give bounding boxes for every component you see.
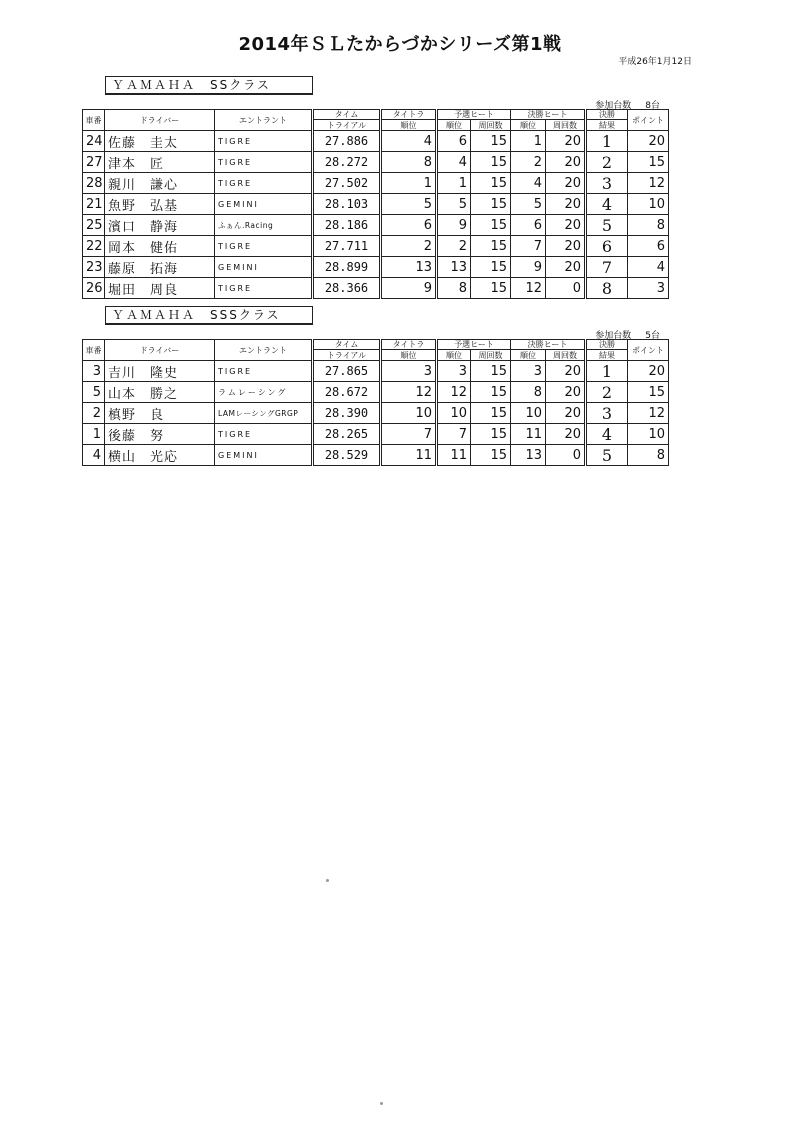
final-laps: 20 bbox=[546, 236, 586, 257]
heat-laps: 15 bbox=[471, 445, 511, 466]
time-trial: 28.103 bbox=[313, 194, 381, 215]
driver-name: 親川 謙心 bbox=[105, 173, 215, 194]
final-rank: 9 bbox=[511, 257, 546, 278]
time-trial: 27.502 bbox=[313, 173, 381, 194]
final-laps: 20 bbox=[546, 194, 586, 215]
car-number: 5 bbox=[83, 382, 105, 403]
heat-laps: 15 bbox=[471, 424, 511, 445]
header-trial: トライアル bbox=[313, 120, 381, 131]
final-rank: 5 bbox=[511, 194, 546, 215]
final-result: 5 bbox=[586, 215, 628, 236]
header-time: タイム bbox=[313, 340, 381, 350]
final-result: 4 bbox=[586, 424, 628, 445]
driver-name: 横山 光応 bbox=[105, 445, 215, 466]
header-car: 車番 bbox=[83, 340, 105, 361]
entrant-name: TIGRE bbox=[215, 361, 313, 382]
page-title: 2014年ＳＬたからづかシリーズ第1戦 bbox=[238, 34, 562, 55]
scan-speck bbox=[380, 1102, 383, 1105]
entrant-name: GEMINI bbox=[215, 257, 313, 278]
time-trial: 28.529 bbox=[313, 445, 381, 466]
header-car: 車番 bbox=[83, 110, 105, 131]
car-number: 25 bbox=[83, 215, 105, 236]
header-entrant: エントラント bbox=[215, 110, 313, 131]
table-row bbox=[83, 194, 669, 215]
time-trial: 27.711 bbox=[313, 236, 381, 257]
car-number: 4 bbox=[83, 445, 105, 466]
final-laps: 20 bbox=[546, 403, 586, 424]
car-number: 2 bbox=[83, 403, 105, 424]
header-row bbox=[83, 340, 669, 350]
results-table bbox=[82, 339, 669, 466]
driver-name: 山本 勝之 bbox=[105, 382, 215, 403]
table-row bbox=[83, 424, 669, 445]
heat-laps: 15 bbox=[471, 215, 511, 236]
header-points: ポイント bbox=[628, 110, 669, 131]
driver-name: 後藤 努 bbox=[105, 424, 215, 445]
tt-rank: 3 bbox=[381, 361, 437, 382]
points: 8 bbox=[628, 445, 669, 466]
car-number: 26 bbox=[83, 278, 105, 299]
points: 3 bbox=[628, 278, 669, 299]
points: 4 bbox=[628, 257, 669, 278]
header-result-top: 決勝 bbox=[586, 110, 628, 120]
count-value: 8台 bbox=[645, 101, 660, 111]
table-row bbox=[83, 131, 669, 152]
driver-name: 濱口 静海 bbox=[105, 215, 215, 236]
header-result-bottom: 結果 bbox=[586, 120, 628, 131]
header-final: 決勝ヒート bbox=[511, 340, 586, 350]
final-result: 2 bbox=[586, 382, 628, 403]
heat-laps: 15 bbox=[471, 173, 511, 194]
final-laps: 20 bbox=[546, 131, 586, 152]
tt-rank: 2 bbox=[381, 236, 437, 257]
heat-rank: 9 bbox=[437, 215, 471, 236]
tt-rank: 1 bbox=[381, 173, 437, 194]
results-table bbox=[82, 109, 669, 299]
time-trial: 28.186 bbox=[313, 215, 381, 236]
driver-name: 魚野 弘基 bbox=[105, 194, 215, 215]
header-driver: ドライバー bbox=[105, 110, 215, 131]
car-number: 24 bbox=[83, 131, 105, 152]
tt-rank: 11 bbox=[381, 445, 437, 466]
final-laps: 0 bbox=[546, 445, 586, 466]
tt-rank: 10 bbox=[381, 403, 437, 424]
header-final-laps: 周回数 bbox=[546, 350, 586, 361]
driver-name: 佐藤 圭太 bbox=[105, 131, 215, 152]
final-result: 6 bbox=[586, 236, 628, 257]
header-row bbox=[83, 110, 669, 120]
header-result-top: 決勝 bbox=[586, 340, 628, 350]
car-number: 1 bbox=[83, 424, 105, 445]
header-heat-laps: 周回数 bbox=[471, 350, 511, 361]
entrant-name: TIGRE bbox=[215, 152, 313, 173]
final-result: 1 bbox=[586, 131, 628, 152]
heat-rank: 4 bbox=[437, 152, 471, 173]
scan-speck bbox=[326, 879, 329, 882]
tt-rank: 6 bbox=[381, 215, 437, 236]
table-row bbox=[83, 445, 669, 466]
heat-rank: 5 bbox=[437, 194, 471, 215]
table-row bbox=[83, 278, 669, 299]
final-laps: 20 bbox=[546, 382, 586, 403]
car-number: 28 bbox=[83, 173, 105, 194]
heat-laps: 15 bbox=[471, 131, 511, 152]
table-row bbox=[83, 152, 669, 173]
time-trial: 27.886 bbox=[313, 131, 381, 152]
heat-rank: 6 bbox=[437, 131, 471, 152]
class-name-box: ＹＡＭＡＨＡ SSSクラス bbox=[105, 306, 313, 325]
points: 20 bbox=[628, 131, 669, 152]
header-entrant: エントラント bbox=[215, 340, 313, 361]
header-heat: 予選ヒート bbox=[437, 340, 511, 350]
final-rank: 3 bbox=[511, 361, 546, 382]
time-trial: 28.272 bbox=[313, 152, 381, 173]
final-rank: 11 bbox=[511, 424, 546, 445]
car-number: 21 bbox=[83, 194, 105, 215]
count-label: 参加台数 bbox=[595, 331, 632, 341]
heat-laps: 15 bbox=[471, 361, 511, 382]
driver-name: 藤原 拓海 bbox=[105, 257, 215, 278]
final-result: 8 bbox=[586, 278, 628, 299]
points: 20 bbox=[628, 361, 669, 382]
entrant-name: GEMINI bbox=[215, 445, 313, 466]
header-trial: トライアル bbox=[313, 350, 381, 361]
header-tt-rank: 順位 bbox=[381, 350, 437, 361]
heat-laps: 15 bbox=[471, 236, 511, 257]
final-rank: 8 bbox=[511, 382, 546, 403]
heat-laps: 15 bbox=[471, 257, 511, 278]
final-result: 2 bbox=[586, 152, 628, 173]
final-result: 3 bbox=[586, 403, 628, 424]
entrant-name: TIGRE bbox=[215, 424, 313, 445]
heat-rank: 7 bbox=[437, 424, 471, 445]
points: 15 bbox=[628, 382, 669, 403]
time-trial: 28.366 bbox=[313, 278, 381, 299]
driver-name: 岡本 健佑 bbox=[105, 236, 215, 257]
points: 15 bbox=[628, 152, 669, 173]
sss-class-section bbox=[82, 306, 668, 465]
entrant-name: ふぁん.Racing bbox=[215, 215, 313, 236]
driver-name: 津本 匠 bbox=[105, 152, 215, 173]
entrant-name: ラムレーシング bbox=[215, 382, 313, 403]
final-result: 4 bbox=[586, 194, 628, 215]
tt-rank: 9 bbox=[381, 278, 437, 299]
heat-rank: 10 bbox=[437, 403, 471, 424]
car-number: 23 bbox=[83, 257, 105, 278]
final-result: 3 bbox=[586, 173, 628, 194]
heat-laps: 15 bbox=[471, 152, 511, 173]
points: 6 bbox=[628, 236, 669, 257]
final-rank: 7 bbox=[511, 236, 546, 257]
tt-rank: 12 bbox=[381, 382, 437, 403]
final-rank: 6 bbox=[511, 215, 546, 236]
tt-rank: 4 bbox=[381, 131, 437, 152]
heat-rank: 2 bbox=[437, 236, 471, 257]
time-trial: 28.899 bbox=[313, 257, 381, 278]
final-laps: 0 bbox=[546, 278, 586, 299]
driver-name: 槙野 良 bbox=[105, 403, 215, 424]
car-number: 22 bbox=[83, 236, 105, 257]
table-row bbox=[83, 403, 669, 424]
heat-rank: 8 bbox=[437, 278, 471, 299]
header-heat-rank: 順位 bbox=[437, 350, 471, 361]
header-tt: タイトラ bbox=[381, 340, 437, 350]
table-row bbox=[83, 215, 669, 236]
car-number: 27 bbox=[83, 152, 105, 173]
final-rank: 1 bbox=[511, 131, 546, 152]
heat-laps: 15 bbox=[471, 278, 511, 299]
class-name-box: ＹＡＭＡＨＡ SSクラス bbox=[105, 76, 313, 95]
header-final-laps: 周回数 bbox=[546, 120, 586, 131]
header-heat-laps: 周回数 bbox=[471, 120, 511, 131]
tt-rank: 8 bbox=[381, 152, 437, 173]
final-result: 7 bbox=[586, 257, 628, 278]
table-row bbox=[83, 236, 669, 257]
header-result-bottom: 結果 bbox=[586, 350, 628, 361]
entrant-name: TIGRE bbox=[215, 236, 313, 257]
final-laps: 20 bbox=[546, 173, 586, 194]
tt-rank: 13 bbox=[381, 257, 437, 278]
time-trial: 28.672 bbox=[313, 382, 381, 403]
final-laps: 20 bbox=[546, 257, 586, 278]
table-row bbox=[83, 173, 669, 194]
final-laps: 20 bbox=[546, 215, 586, 236]
header-points: ポイント bbox=[628, 340, 669, 361]
event-date: 平成26年1月12日 bbox=[618, 57, 692, 67]
header-tt-rank: 順位 bbox=[381, 120, 437, 131]
header-time: タイム bbox=[313, 110, 381, 120]
driver-name: 堀田 周良 bbox=[105, 278, 215, 299]
heat-laps: 15 bbox=[471, 403, 511, 424]
ss-class-section bbox=[82, 76, 668, 298]
points: 12 bbox=[628, 173, 669, 194]
points: 10 bbox=[628, 194, 669, 215]
entrant-name: LAMレーシングGRGP bbox=[215, 403, 313, 424]
header-driver: ドライバー bbox=[105, 340, 215, 361]
header-tt: タイトラ bbox=[381, 110, 437, 120]
final-rank: 10 bbox=[511, 403, 546, 424]
heat-rank: 1 bbox=[437, 173, 471, 194]
header-heat-rank: 順位 bbox=[437, 120, 471, 131]
points: 12 bbox=[628, 403, 669, 424]
time-trial: 28.265 bbox=[313, 424, 381, 445]
final-result: 1 bbox=[586, 361, 628, 382]
final-rank: 4 bbox=[511, 173, 546, 194]
car-number: 3 bbox=[83, 361, 105, 382]
entrant-name: TIGRE bbox=[215, 173, 313, 194]
heat-rank: 11 bbox=[437, 445, 471, 466]
points: 10 bbox=[628, 424, 669, 445]
entrant-name: TIGRE bbox=[215, 278, 313, 299]
final-result: 5 bbox=[586, 445, 628, 466]
time-trial: 28.390 bbox=[313, 403, 381, 424]
entrant-name: TIGRE bbox=[215, 131, 313, 152]
count-label: 参加台数 bbox=[595, 101, 632, 111]
count-value: 5台 bbox=[645, 331, 660, 341]
final-rank: 2 bbox=[511, 152, 546, 173]
driver-name: 吉川 隆史 bbox=[105, 361, 215, 382]
heat-rank: 12 bbox=[437, 382, 471, 403]
final-rank: 12 bbox=[511, 278, 546, 299]
table-row bbox=[83, 361, 669, 382]
final-laps: 20 bbox=[546, 361, 586, 382]
entrant-name: GEMINI bbox=[215, 194, 313, 215]
header-heat: 予選ヒート bbox=[437, 110, 511, 120]
time-trial: 27.865 bbox=[313, 361, 381, 382]
header-final-rank: 順位 bbox=[511, 120, 546, 131]
header-final: 決勝ヒート bbox=[511, 110, 586, 120]
points: 8 bbox=[628, 215, 669, 236]
final-laps: 20 bbox=[546, 424, 586, 445]
heat-laps: 15 bbox=[471, 194, 511, 215]
heat-rank: 3 bbox=[437, 361, 471, 382]
heat-rank: 13 bbox=[437, 257, 471, 278]
table-row bbox=[83, 382, 669, 403]
header-final-rank: 順位 bbox=[511, 350, 546, 361]
final-rank: 13 bbox=[511, 445, 546, 466]
heat-laps: 15 bbox=[471, 382, 511, 403]
tt-rank: 7 bbox=[381, 424, 437, 445]
tt-rank: 5 bbox=[381, 194, 437, 215]
final-laps: 20 bbox=[546, 152, 586, 173]
table-row bbox=[83, 257, 669, 278]
